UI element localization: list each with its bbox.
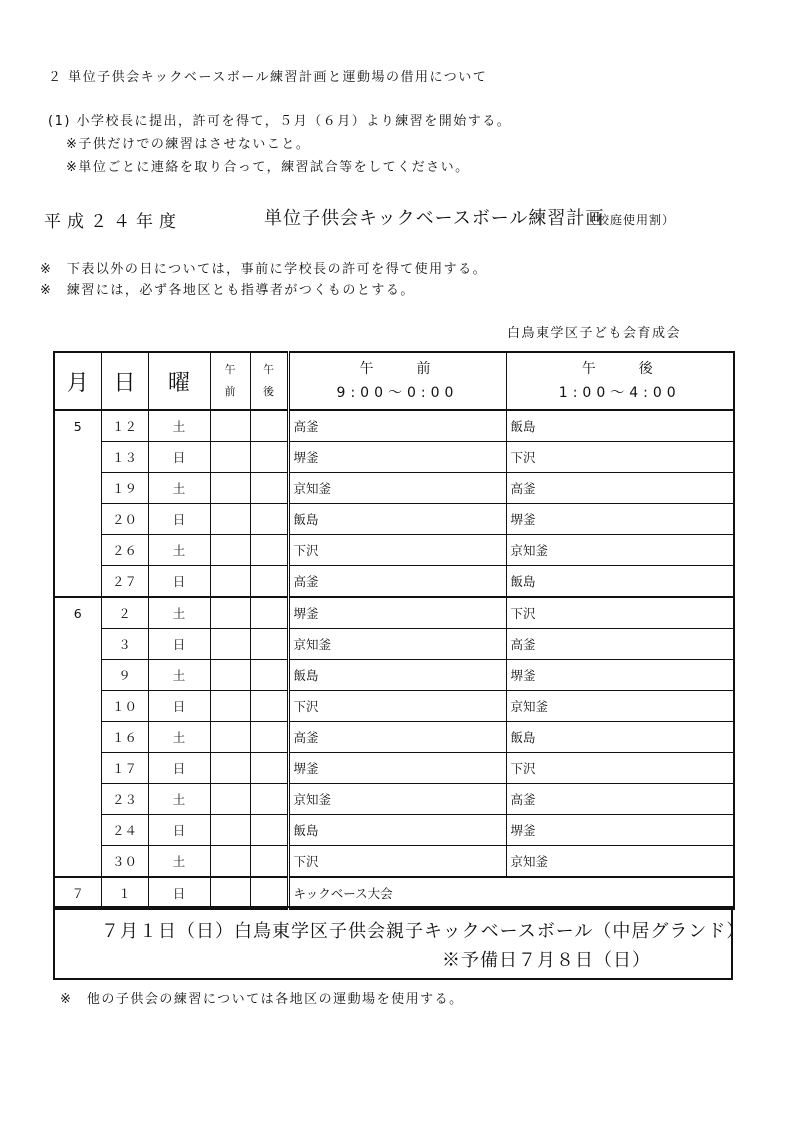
day-cell: １０ xyxy=(101,691,148,722)
day-cell: １７ xyxy=(101,753,148,784)
day-cell: １ xyxy=(101,877,148,909)
header-pm: 午 後 xyxy=(250,352,288,410)
pm-flag-cell xyxy=(250,660,288,691)
table-row xyxy=(54,442,734,473)
weekday-cell: 土 xyxy=(148,473,210,504)
am-flag-cell xyxy=(210,722,250,753)
table-row xyxy=(54,784,734,815)
header-weekday: 曜 xyxy=(148,352,210,410)
day-cell: ２ xyxy=(101,597,148,629)
am-flag-cell xyxy=(210,784,250,815)
am-flag-cell xyxy=(210,410,250,442)
pm-flag-cell xyxy=(250,473,288,504)
pm-flag-cell xyxy=(250,784,288,815)
weekday-cell: 日 xyxy=(148,815,210,846)
note-contact: ※単位ごとに連絡を取り合って，練習試合等をしてください。 xyxy=(66,160,470,175)
schedule-table xyxy=(53,351,735,910)
afternoon-cell: 堺釜 xyxy=(506,815,734,846)
am-flag-cell xyxy=(210,691,250,722)
month-cell xyxy=(54,473,101,504)
table-row-final xyxy=(54,877,734,909)
month-cell: 5 xyxy=(54,410,101,442)
table-row xyxy=(54,722,734,753)
morning-cell: 飯島 xyxy=(288,660,506,691)
month-cell xyxy=(54,504,101,535)
header-afternoon: 午 後 1:00〜4:00 xyxy=(506,352,734,410)
table-row xyxy=(54,660,734,691)
morning-cell: 下沢 xyxy=(288,846,506,878)
morning-cell: 京知釜 xyxy=(288,629,506,660)
month-cell xyxy=(54,660,101,691)
note-permission: ※ 下表以外の日については，事前に学校長の許可を得て使用する。 xyxy=(40,262,488,277)
note-children: ※子供だけでの練習はさせないこと。 xyxy=(66,137,311,152)
day-cell: ２０ xyxy=(101,504,148,535)
afternoon-cell: 飯島 xyxy=(506,566,734,598)
weekday-cell: 土 xyxy=(148,784,210,815)
day-cell: １９ xyxy=(101,473,148,504)
table-row xyxy=(54,846,734,878)
am-flag-cell xyxy=(210,629,250,660)
pm-flag-cell xyxy=(250,629,288,660)
day-cell: １３ xyxy=(101,442,148,473)
day-cell: ２４ xyxy=(101,815,148,846)
table-row xyxy=(54,535,734,566)
pm-flag-cell xyxy=(250,877,288,909)
afternoon-cell: 下沢 xyxy=(506,597,734,629)
afternoon-cell: 下沢 xyxy=(506,753,734,784)
pm-flag-cell xyxy=(250,410,288,442)
am-flag-cell xyxy=(210,566,250,598)
pm-flag-cell xyxy=(250,535,288,566)
event-reserve: ※予備日７月８日（日） xyxy=(442,950,651,971)
month-cell xyxy=(54,722,101,753)
month-cell: ７ xyxy=(54,877,101,909)
morning-cell: 高釜 xyxy=(288,566,506,598)
morning-cell: 飯島 xyxy=(288,504,506,535)
pm-flag-cell xyxy=(250,753,288,784)
item-1: (1) 小学校長に提出，許可を得て，５月（６月）より練習を開始する。 xyxy=(48,114,512,129)
event-box xyxy=(53,906,746,980)
month-cell xyxy=(54,815,101,846)
pm-flag-cell xyxy=(250,597,288,629)
am-flag-cell xyxy=(210,473,250,504)
month-cell xyxy=(54,442,101,473)
pm-flag-cell xyxy=(250,691,288,722)
am-flag-cell xyxy=(210,535,250,566)
afternoon-cell: 堺釜 xyxy=(506,504,734,535)
day-cell: １２ xyxy=(101,410,148,442)
weekday-cell: 日 xyxy=(148,442,210,473)
morning-cell: 飯島 xyxy=(288,815,506,846)
section-heading: ２ 単位子供会キックベースボール練習計画と運動場の借用について xyxy=(48,70,488,85)
am-flag-cell xyxy=(210,504,250,535)
day-cell: ２７ xyxy=(101,566,148,598)
pm-flag-cell xyxy=(250,846,288,878)
pm-flag-cell xyxy=(250,722,288,753)
am-flag-cell xyxy=(210,815,250,846)
weekday-cell: 土 xyxy=(148,535,210,566)
pm-flag-cell xyxy=(250,442,288,473)
morning-cell: 堺釜 xyxy=(288,442,506,473)
morning-cell: 高釜 xyxy=(288,722,506,753)
day-cell: ２３ xyxy=(101,784,148,815)
am-flag-cell xyxy=(210,753,250,784)
table-row xyxy=(54,629,734,660)
month-cell xyxy=(54,753,101,784)
day-cell: ２６ xyxy=(101,535,148,566)
am-flag-cell xyxy=(210,597,250,629)
month-cell xyxy=(54,629,101,660)
header-month: 月 xyxy=(54,352,101,410)
weekday-cell: 土 xyxy=(148,660,210,691)
weekday-cell: 日 xyxy=(148,691,210,722)
month-cell xyxy=(54,691,101,722)
month-cell xyxy=(54,846,101,878)
morning-cell: 下沢 xyxy=(288,535,506,566)
table-row xyxy=(54,504,734,535)
pm-flag-cell xyxy=(250,566,288,598)
event-main: ７月１日（日）白鳥東学区子供会親子キックベースボール（中居グランド） xyxy=(101,921,746,942)
afternoon-cell: 飯島 xyxy=(506,410,734,442)
afternoon-cell: 高釜 xyxy=(506,473,734,504)
pm-flag-cell xyxy=(250,504,288,535)
table-row xyxy=(54,597,734,629)
afternoon-cell: 下沢 xyxy=(506,442,734,473)
am-flag-cell xyxy=(210,442,250,473)
afternoon-cell: 京知釜 xyxy=(506,846,734,878)
day-cell: ３０ xyxy=(101,846,148,878)
weekday-cell: 日 xyxy=(148,629,210,660)
morning-cell: 堺釜 xyxy=(288,597,506,629)
month-cell: 6 xyxy=(54,597,101,629)
weekday-cell: 土 xyxy=(148,722,210,753)
morning-cell: 下沢 xyxy=(288,691,506,722)
weekday-cell: 日 xyxy=(148,504,210,535)
morning-cell: 京知釜 xyxy=(288,473,506,504)
month-cell xyxy=(54,535,101,566)
title-main: 単位子供会キックベースボール練習計画 xyxy=(264,208,605,229)
table-row xyxy=(54,410,734,442)
weekday-cell: 土 xyxy=(148,597,210,629)
afternoon-cell: 高釜 xyxy=(506,629,734,660)
table-row xyxy=(54,566,734,598)
day-cell: ９ xyxy=(101,660,148,691)
afternoon-cell: 京知釜 xyxy=(506,535,734,566)
afternoon-cell: 飯島 xyxy=(506,722,734,753)
header-morning: 午 前 9:00〜0:00 xyxy=(288,352,506,410)
weekday-cell: 日 xyxy=(148,566,210,598)
note-supervisor: ※ 練習には，必ず各地区とも指導者がつくものとする。 xyxy=(40,283,415,298)
afternoon-cell: 高釜 xyxy=(506,784,734,815)
weekday-cell: 日 xyxy=(148,877,210,909)
event-cell: キックベース大会 xyxy=(288,877,734,909)
weekday-cell: 土 xyxy=(148,410,210,442)
table-row xyxy=(54,753,734,784)
afternoon-cell: 堺釜 xyxy=(506,660,734,691)
title-sub: （校庭使用割） xyxy=(584,213,676,227)
am-flag-cell xyxy=(210,846,250,878)
month-cell xyxy=(54,566,101,598)
weekday-cell: 土 xyxy=(148,846,210,878)
header-am: 午 前 xyxy=(210,352,250,410)
am-flag-cell xyxy=(210,660,250,691)
morning-cell: 高釜 xyxy=(288,410,506,442)
table-row xyxy=(54,815,734,846)
pm-flag-cell xyxy=(250,815,288,846)
am-flag-cell xyxy=(210,877,250,909)
day-cell: ３ xyxy=(101,629,148,660)
table-row xyxy=(54,473,734,504)
day-cell: １６ xyxy=(101,722,148,753)
weekday-cell: 日 xyxy=(148,753,210,784)
afternoon-cell: 京知釜 xyxy=(506,691,734,722)
month-cell xyxy=(54,784,101,815)
header-day: 日 xyxy=(101,352,148,410)
morning-cell: 堺釜 xyxy=(288,753,506,784)
footer-note: ※ 他の子供会の練習については各地区の運動場を使用する。 xyxy=(60,992,464,1007)
table-row xyxy=(54,691,734,722)
organizer: 白鳥東学区子ども会育成会 xyxy=(507,326,682,341)
title-year: 平成２４年度 xyxy=(44,212,182,232)
morning-cell: 京知釜 xyxy=(288,784,506,815)
